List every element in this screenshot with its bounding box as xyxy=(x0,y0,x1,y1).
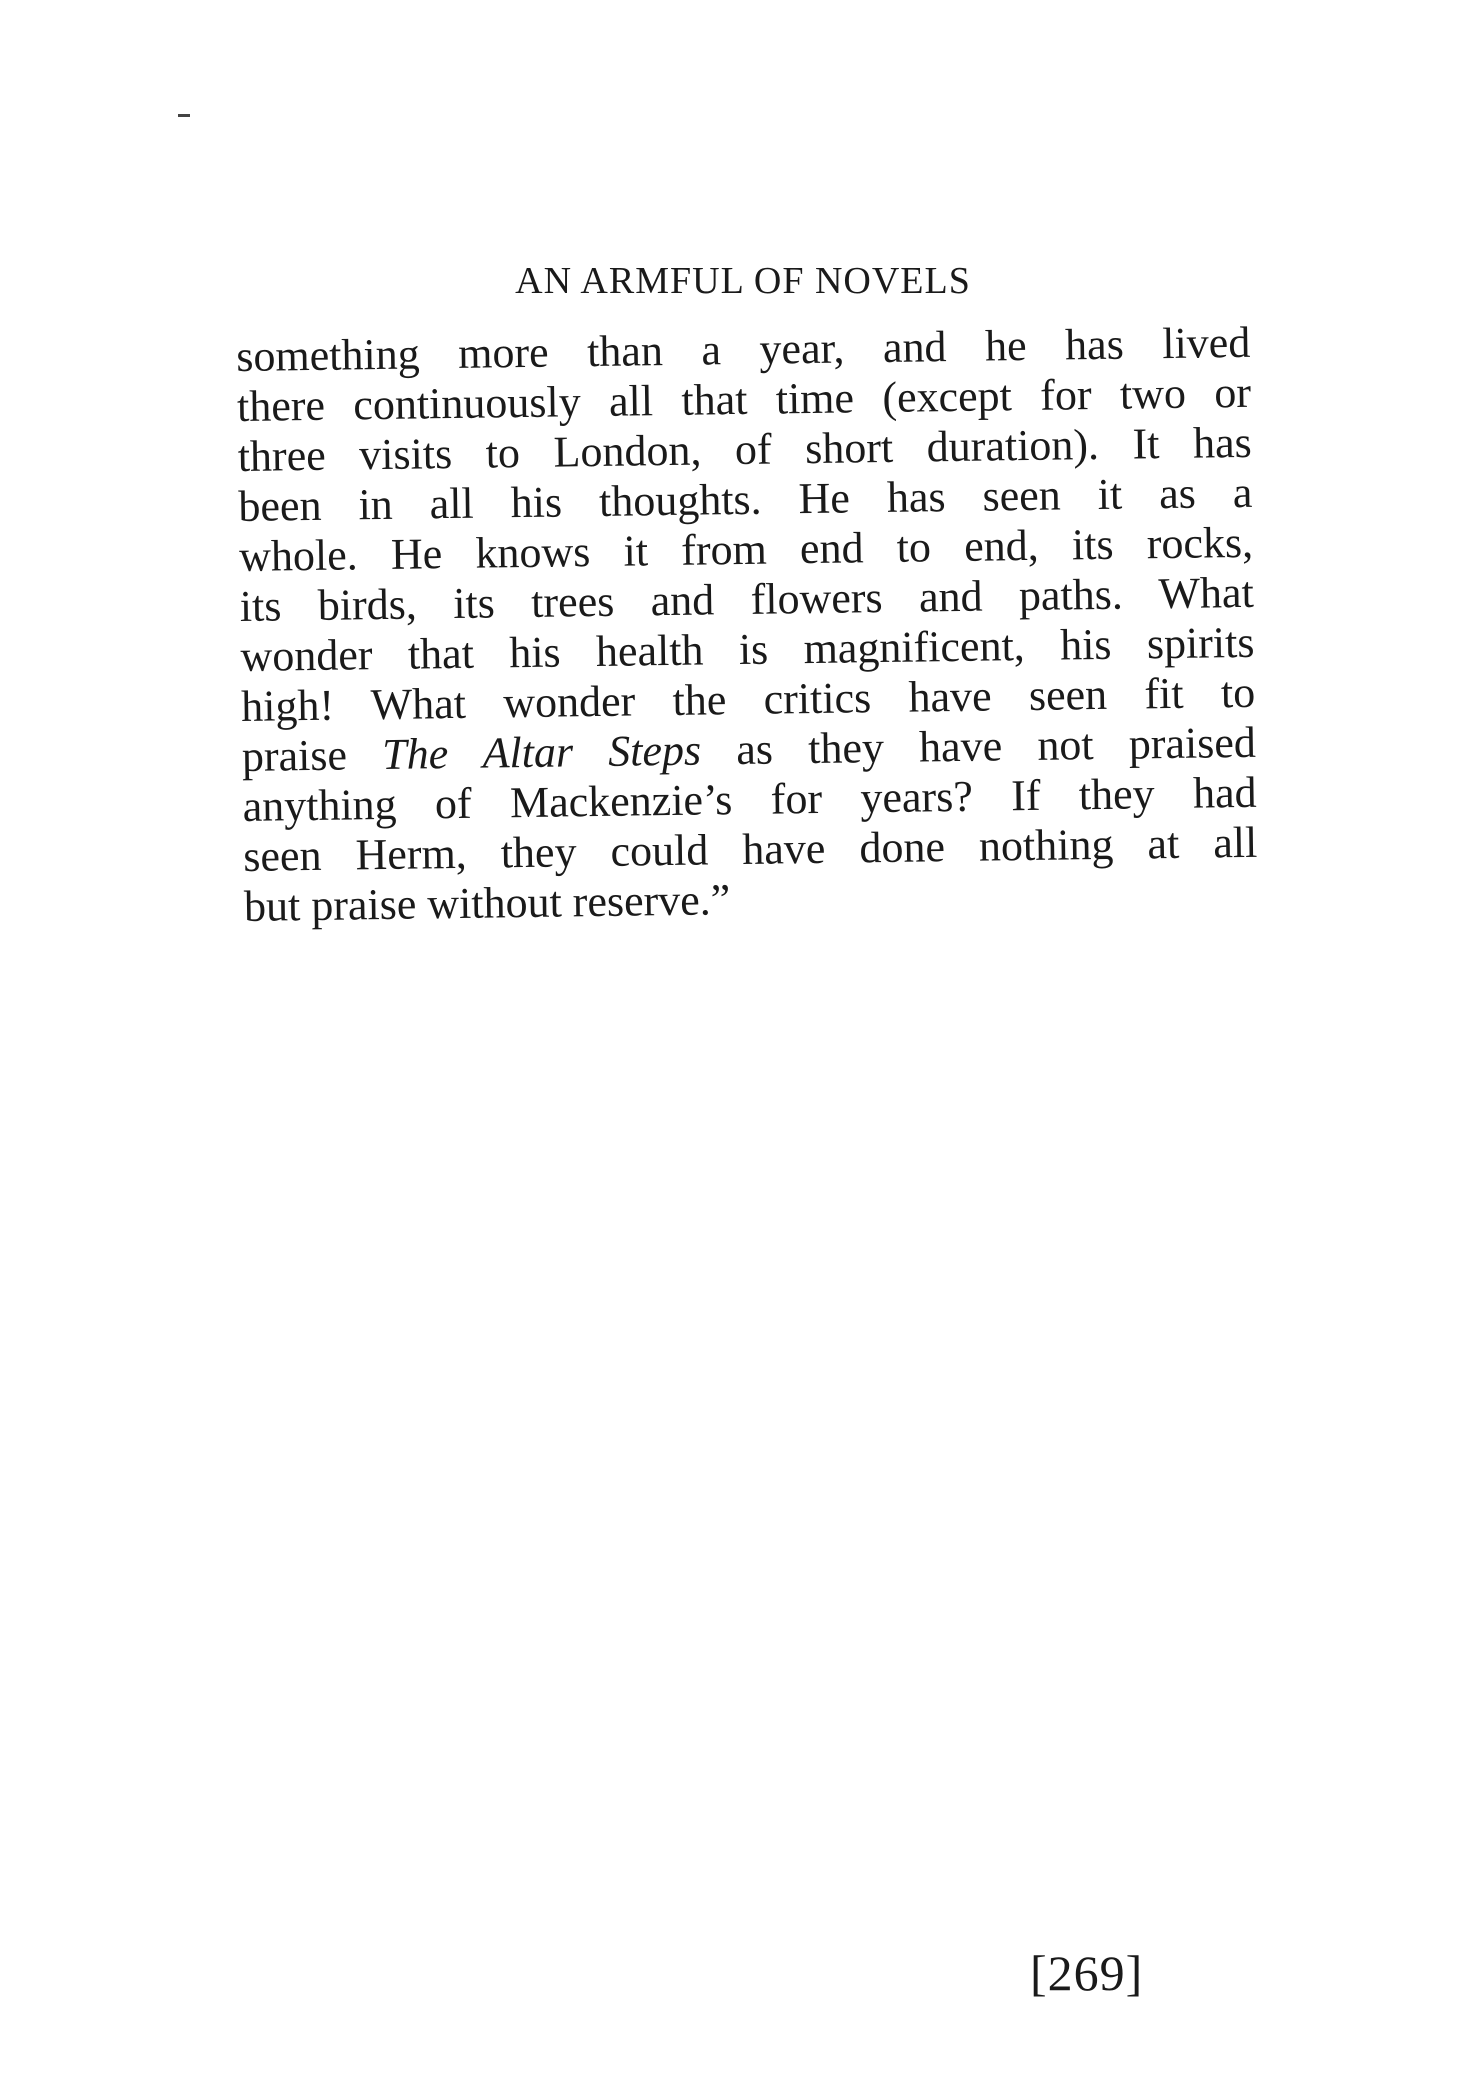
text-line: seen Herm, they could have done nothing at all xyxy=(242,817,1258,881)
running-head: AN ARMFUL OF NOVELS xyxy=(515,260,971,302)
text-line: high! What wonder the critics have seen fit to xyxy=(240,667,1256,731)
page-number: [269] xyxy=(1030,1945,1144,2001)
book-title: The Altar Steps xyxy=(381,725,702,779)
text-line: but praise without reserve.” xyxy=(243,875,731,931)
scan-mark xyxy=(178,114,190,117)
text-line: wonder that his health is magnificent, his spirits xyxy=(240,617,1255,681)
text-line: its birds, its trees and flowers and paths. What xyxy=(239,567,1255,631)
text-line: three visits to London, of short duration). It has xyxy=(237,417,1252,481)
text-segment: as they have not praised xyxy=(700,717,1257,775)
text-line: been in all his thoughts. He has seen it as a xyxy=(238,467,1253,531)
text-line: there continuously all that time (except for two or xyxy=(236,367,1252,431)
text-segment: praise xyxy=(241,730,383,781)
text-line: something more than a year, and he has lived xyxy=(236,317,1251,381)
text-line: anything of Mackenzie’s for years? If they had xyxy=(242,767,1257,831)
text-line: whole. He knows it from end to end, its rocks, xyxy=(238,517,1254,581)
body-paragraph xyxy=(236,318,1258,932)
